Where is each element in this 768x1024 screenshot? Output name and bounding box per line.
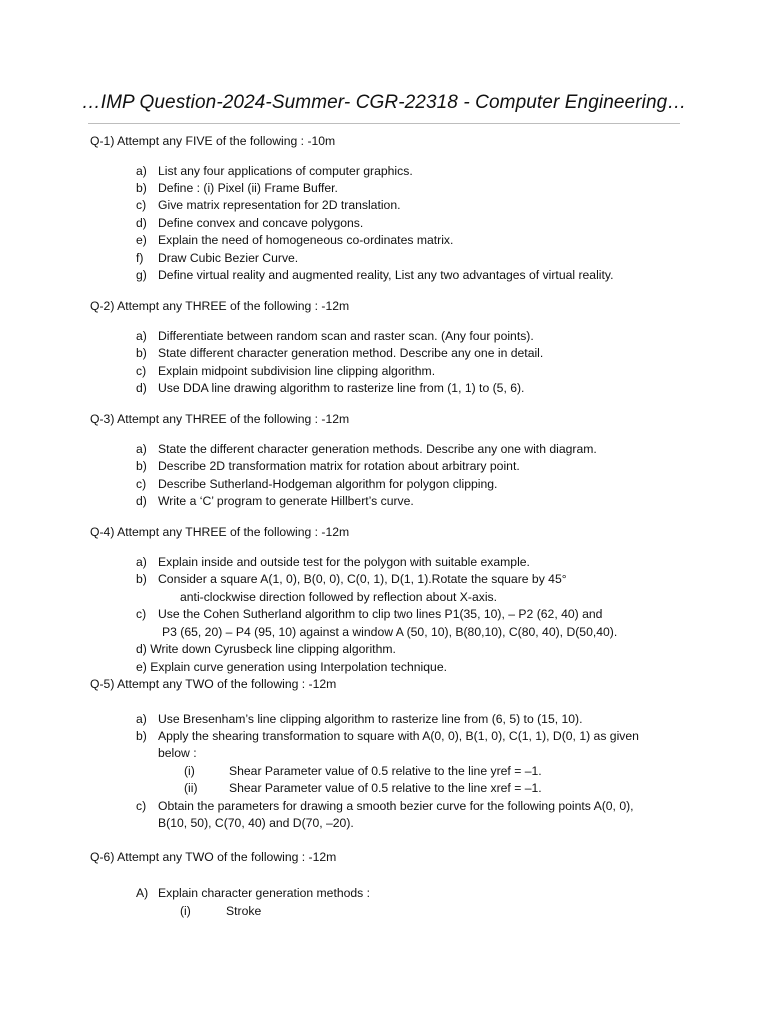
q5-item-label: c)	[136, 799, 147, 813]
q6-item-text: Explain character generation methods :	[158, 886, 371, 900]
title-divider	[88, 123, 680, 124]
q5-item-text: Use Bresenham’s line clipping algorithm to rasterize line from (6, 5) to (15, 10).	[158, 712, 583, 726]
q4-heading: Q-4) Attempt any THREE of the following : -12m	[90, 525, 350, 539]
q3-item-label: c)	[136, 477, 147, 491]
q1-item-text: Define virtual reality and augmented reality, List any two advantages of virtual reality.	[158, 268, 614, 282]
page-title: …IMP Question-2024-Summer- CGR-22318 - Computer Engineering…	[81, 92, 687, 113]
q5-subitem-text: Shear Parameter value of 0.5 relative to the line xref = –1.	[229, 781, 542, 795]
q4-item-label: b)	[136, 572, 147, 586]
q6-subitem-text: Stroke	[226, 904, 262, 918]
q5-item-text: Obtain the parameters for drawing a smooth bezier curve for the following points A(0, 0),	[158, 799, 634, 813]
q2-item-text: Differentiate between random scan and raster scan. (Any four points).	[158, 329, 534, 343]
q4-item-text: Consider a square A(1, 0), B(0, 0), C(0, 1), D(1, 1).Rotate the square by 45°	[158, 572, 567, 586]
q4-item-label: c)	[136, 607, 147, 621]
q2-item-label: b)	[136, 346, 147, 360]
q1-heading: Q-1) Attempt any FIVE of the following : -10m	[90, 134, 336, 148]
q4-item-text-cont: anti-clockwise direction followed by reflection about X-axis.	[180, 590, 498, 604]
q3-item-label: b)	[136, 459, 147, 473]
q2-heading: Q-2) Attempt any THREE of the following : -12m	[90, 299, 350, 313]
q1-item-text: Give matrix representation for 2D translation.	[158, 198, 401, 212]
q4-item-text-cont: P3 (65, 20) – P4 (95, 10) against a window A (50, 10), B(80,10), C(80, 40), D(50,40).	[162, 625, 618, 639]
q4-item-text: d) Write down Cyrusbeck line clipping algorithm.	[136, 642, 396, 656]
q6-subitem-label: (i)	[180, 904, 191, 918]
q1-item-text: Define convex and concave polygons.	[158, 216, 364, 230]
q5-subitem-label: (ii)	[184, 781, 198, 795]
q3-item-label: a)	[136, 442, 147, 456]
q2-item-text: Explain midpoint subdivision line clipping algorithm.	[158, 364, 436, 378]
q3-item-text: State the different character generation methods. Describe any one with diagram.	[158, 442, 597, 456]
q1-item-label: e)	[136, 233, 147, 247]
q3-item-text: Describe 2D transformation matrix for rotation about arbitrary point.	[158, 459, 520, 473]
q2-item-label: c)	[136, 364, 147, 378]
q3-heading: Q-3) Attempt any THREE of the following : -12m	[90, 412, 350, 426]
q1-item-label: c)	[136, 198, 147, 212]
q1-item-label: a)	[136, 164, 147, 178]
q4-item-text: Use the Cohen Sutherland algorithm to clip two lines P1(35, 10), – P2 (62, 40) and	[158, 607, 603, 621]
q2-item-text: State different character generation method. Describe any one in detail.	[158, 346, 544, 360]
q6-item-label: A)	[136, 886, 149, 900]
q2-item-label: a)	[136, 329, 147, 343]
q1-item-text: Define : (i) Pixel (ii) Frame Buffer.	[158, 181, 338, 195]
q1-item-text: Draw Cubic Bezier Curve.	[158, 251, 299, 265]
q2-item-label: d)	[136, 381, 147, 395]
q5-item-text-cont: below :	[158, 746, 197, 760]
q5-heading: Q-5) Attempt any TWO of the following : -12m	[90, 677, 337, 691]
q1-item-text: Explain the need of homogeneous co-ordinates matrix.	[158, 233, 454, 247]
q4-item-text: Explain inside and outside test for the polygon with suitable example.	[158, 555, 530, 569]
q5-subitem-label: (i)	[184, 764, 195, 778]
q1-item-label: d)	[136, 216, 147, 230]
q5-item-label: a)	[136, 712, 147, 726]
q1-item-text: List any four applications of computer graphics.	[158, 164, 413, 178]
q1-item-label: f)	[136, 251, 144, 265]
q5-subitem-text: Shear Parameter value of 0.5 relative to the line yref = –1.	[229, 764, 542, 778]
q3-item-text: Write a ‘C’ program to generate Hillbert’s curve.	[158, 494, 414, 508]
q4-item-label: a)	[136, 555, 147, 569]
q1-item-label: g)	[136, 268, 147, 282]
q5-item-text-cont: B(10, 50), C(70, 40) and D(70, –20).	[158, 816, 354, 830]
q1-item-label: b)	[136, 181, 147, 195]
q6-heading: Q-6) Attempt any TWO of the following : -12m	[90, 850, 337, 864]
q5-item-text: Apply the shearing transformation to square with A(0, 0), B(1, 0), C(1, 1), D(0, 1) as given	[158, 729, 639, 743]
q2-item-text: Use DDA line drawing algorithm to rasterize line from (1, 1) to (5, 6).	[158, 381, 525, 395]
q3-item-label: d)	[136, 494, 147, 508]
q4-item-text: e) Explain curve generation using Interpolation technique.	[136, 660, 447, 674]
q5-item-label: b)	[136, 729, 147, 743]
q3-item-text: Describe Sutherland-Hodgeman algorithm for polygon clipping.	[158, 477, 498, 491]
